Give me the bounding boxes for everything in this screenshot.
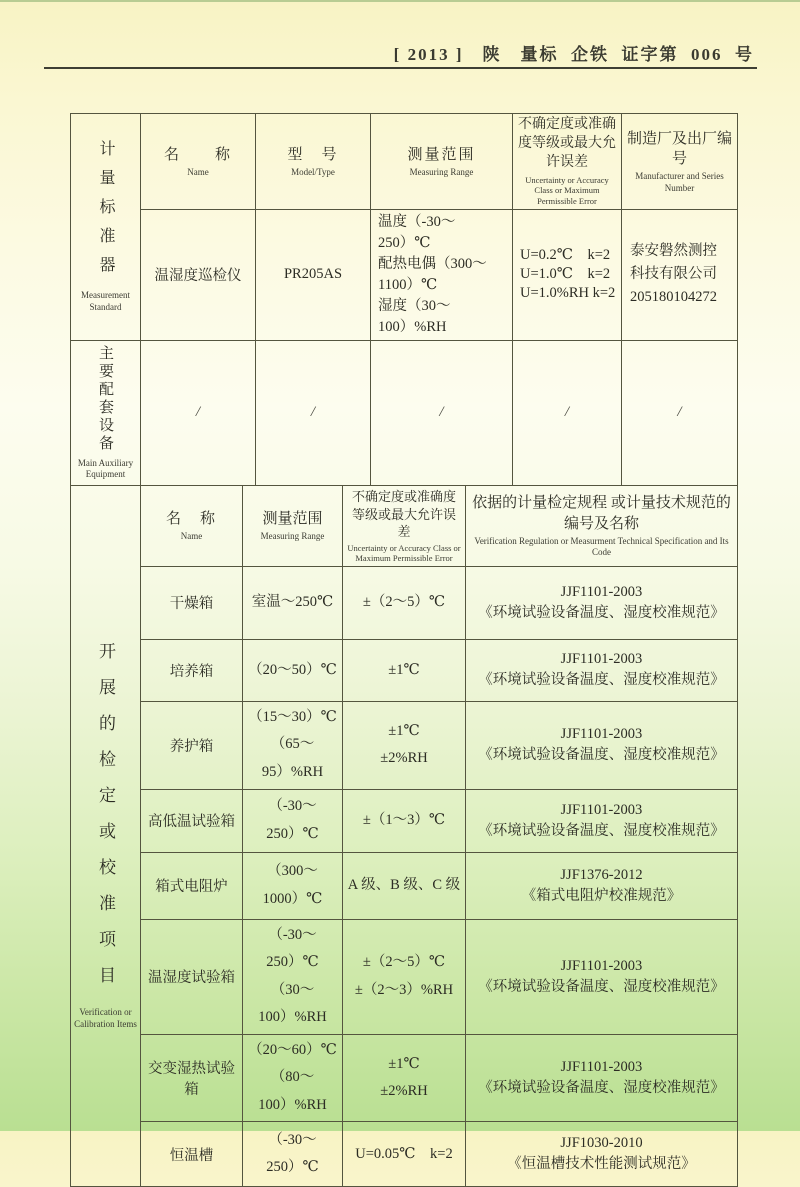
measurement-standard-table xyxy=(70,113,738,486)
measurement-standard-label xyxy=(71,114,141,341)
certificate-table xyxy=(70,113,737,1187)
cell-uncertainty: U=0.2℃ k=2 U=1.0℃ k=2 U=1.0%RH k=2 xyxy=(513,209,622,340)
calibration-item-row xyxy=(71,789,738,852)
cell-manufacturer: 泰安磐然测控 科技有限公司 205180104272 xyxy=(622,209,738,340)
item-name-cell: 培养箱 xyxy=(141,639,243,701)
item-range-cell: （300～1000）℃ xyxy=(243,852,343,919)
item-name-cell: 干燥箱 xyxy=(141,566,243,639)
col-header-item-name: 名 称 Name xyxy=(141,486,243,567)
cell-measuring-range: 温度（-30～250）℃ 配热电偶（300～1100）℃ 湿度（30～100）%RH xyxy=(371,209,513,340)
col-header-model: 型 号 Model/Type xyxy=(256,114,371,210)
aux-slash-cell: / xyxy=(141,340,256,485)
item-name-cell: 高低温试验箱 xyxy=(141,789,243,852)
item-uncertainty-cell: U=0.05℃ k=2 xyxy=(343,1122,466,1187)
calibration-item-row xyxy=(71,919,738,1034)
item-range-cell: （20～50）℃ xyxy=(243,639,343,701)
calibration-item-row xyxy=(71,639,738,701)
calibration-item-row xyxy=(71,566,738,639)
aux-slash-cell: / xyxy=(256,340,371,485)
measurement-standard-label-en: Measurement Standard xyxy=(81,290,130,312)
col-header-range: 测量范围 Measuring Range xyxy=(371,114,513,210)
standard-header-row xyxy=(71,114,738,210)
calibration-label-en: Verification or Calibration Items xyxy=(74,1007,137,1029)
col-header-manufacturer: 制造厂及出厂编号 Manufacturer and Series Number xyxy=(622,114,738,210)
auxiliary-label-en: Main Auxiliary Equipment xyxy=(77,457,134,480)
aux-slash-cell: / xyxy=(513,340,622,485)
calibration-item-row xyxy=(71,1034,738,1122)
item-range-cell: （15～30）℃ （65～95）%RH xyxy=(243,701,343,789)
calibration-items-label xyxy=(71,486,141,1187)
item-regulation-cell: JJF1101-2003 《环境试验设备温度、湿度校准规范》 xyxy=(466,566,738,639)
col-header-uncertainty: 不确定度或准确度等级或最大允许误差 Uncertainty or Accuracy Class or Maximum Permissible Error xyxy=(513,114,622,210)
calibration-header-row xyxy=(71,486,738,567)
auxiliary-label-cn: 主要配套设备 xyxy=(97,344,113,453)
item-regulation-cell: JJF1101-2003 《环境试验设备温度、湿度校准规范》 xyxy=(466,1034,738,1122)
item-range-cell: （20～60）℃ （80～100）%RH xyxy=(243,1034,343,1122)
calibration-label-cn: 开展的检定或校准项目 xyxy=(96,642,115,1002)
item-uncertainty-cell: ±1℃ xyxy=(343,639,466,701)
measurement-standard-label-cn: 计量标准器 xyxy=(97,140,114,286)
item-name-cell: 交变湿热试验箱 xyxy=(141,1034,243,1122)
col-header-name: 名 称 Name xyxy=(141,114,256,210)
item-name-cell: 箱式电阻炉 xyxy=(141,852,243,919)
item-name-cell: 温湿度试验箱 xyxy=(141,919,243,1034)
header-rule xyxy=(44,67,757,69)
item-name-cell: 恒温槽 xyxy=(141,1122,243,1187)
item-uncertainty-cell: ±1℃ ±2%RH xyxy=(343,1034,466,1122)
cell-instrument-model: PR205AS xyxy=(256,209,371,340)
item-regulation-cell: JJF1101-2003 《环境试验设备温度、湿度校准规范》 xyxy=(466,919,738,1034)
calibration-item-row xyxy=(71,701,738,789)
col-header-item-range: 测量范围 Measuring Range xyxy=(243,486,343,567)
auxiliary-equipment-row xyxy=(71,340,738,485)
auxiliary-equipment-label xyxy=(71,340,141,485)
item-uncertainty-cell: A 级、B 级、C 级 xyxy=(343,852,466,919)
item-name-cell: 养护箱 xyxy=(141,701,243,789)
col-header-regulation: 依据的计量检定规程 或计量技术规范的编号及名称 Verification Regulation or Measurment Technical Specification and Its Code xyxy=(466,486,738,567)
item-range-cell: （-30～250）℃ （30～100）%RH xyxy=(243,919,343,1034)
item-regulation-cell: JJF1101-2003 《环境试验设备温度、湿度校准规范》 xyxy=(466,701,738,789)
col-header-item-uncertainty: 不确定度或准确度等级或最大允许误差 Uncertainty or Accuracy Class or Maximum Permissible Error xyxy=(343,486,466,567)
cell-instrument-name: 温湿度巡检仪 xyxy=(141,209,256,340)
item-regulation-cell: JJF1376-2012 《箱式电阻炉校准规范》 xyxy=(466,852,738,919)
certificate-number: [ 2013 ] 陕 量标 企铁 证字第 006 号 xyxy=(393,45,754,64)
calibration-item-row xyxy=(71,1122,738,1187)
aux-slash-cell: / xyxy=(371,340,513,485)
item-uncertainty-cell: ±（1～3）℃ xyxy=(343,789,466,852)
item-uncertainty-cell: ±（2～5）℃ ±（2～3）%RH xyxy=(343,919,466,1034)
calibration-item-row xyxy=(71,852,738,919)
calibration-items-table xyxy=(70,485,738,1187)
aux-slash-cell: / xyxy=(622,340,738,485)
item-regulation-cell: JJF1101-2003 《环境试验设备温度、湿度校准规范》 xyxy=(466,639,738,701)
item-range-cell: 室温～250℃ xyxy=(243,566,343,639)
item-uncertainty-cell: ±（2～5）℃ xyxy=(343,566,466,639)
item-range-cell: （-30～250）℃ xyxy=(243,789,343,852)
item-range-cell: （-30～250）℃ xyxy=(243,1122,343,1187)
item-uncertainty-cell: ±1℃ ±2%RH xyxy=(343,701,466,789)
item-regulation-cell: JJF1030-2010 《恒温槽技术性能测试规范》 xyxy=(466,1122,738,1187)
standard-instrument-row xyxy=(71,209,738,340)
item-regulation-cell: JJF1101-2003 《环境试验设备温度、湿度校准规范》 xyxy=(466,789,738,852)
